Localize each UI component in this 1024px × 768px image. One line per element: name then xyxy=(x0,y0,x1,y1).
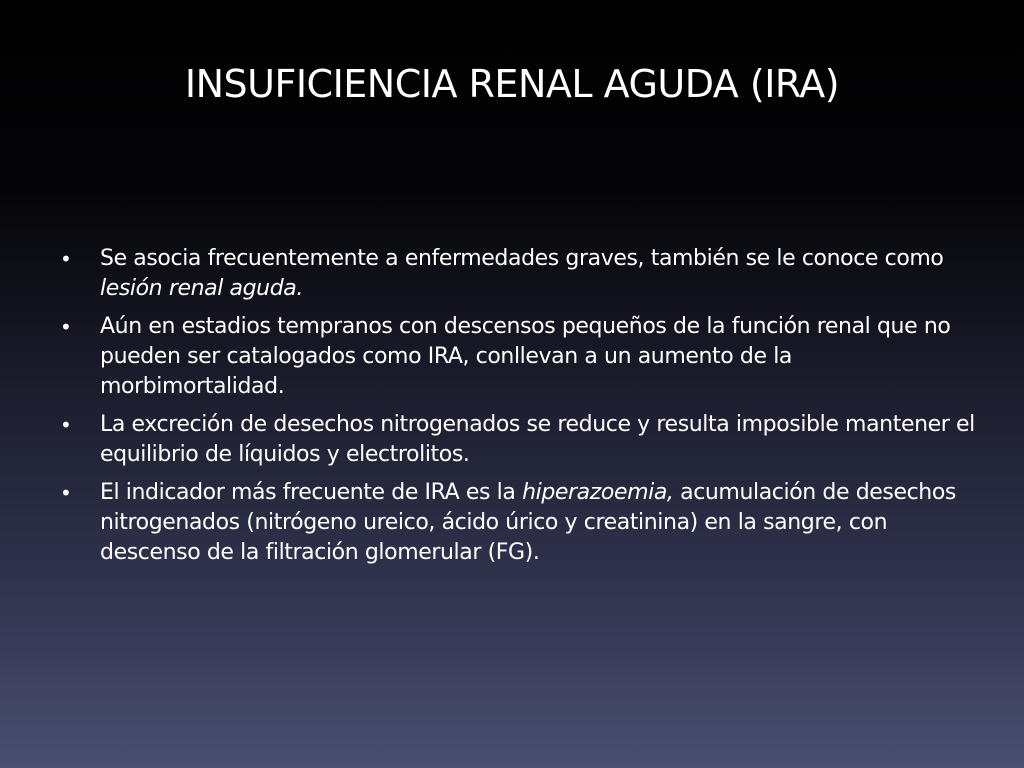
bullet-item xyxy=(58,312,978,402)
bullet-text: El indicador más frecuente de IRA es la xyxy=(100,480,523,505)
bullet-item xyxy=(58,244,978,304)
bullet-emphasis: hiperazoemia, xyxy=(522,480,674,505)
bullet-item xyxy=(58,478,978,568)
bullet-icon: • xyxy=(60,481,72,505)
bullet-emphasis: lesión renal aguda. xyxy=(100,276,303,301)
bullet-icon: • xyxy=(60,247,72,271)
bullet-text: Aún en estadios tempranos con descensos pequeños de la función renal que no pueden ser catalogados como IRA, conllevan a un aumento de la morbimortalidad. xyxy=(100,314,951,399)
bullet-icon: • xyxy=(60,413,72,437)
bullet-text: La excreción de desechos nitrogenados se reduce y resulta imposible mantener el equilibrio de líquidos y electrolitos. xyxy=(100,412,975,467)
bullet-text-after: acumulación de desechos nitrogenados (nitrógeno ureico, ácido úrico y creatinina) en la sangre, con descenso de la filtración glomerular (FG). xyxy=(100,480,956,565)
bullet-item xyxy=(58,410,978,470)
bullet-icon: • xyxy=(60,315,72,339)
slide-title: INSUFICIENCIA RENAL AGUDA (IRA) xyxy=(184,62,840,106)
bullet-list xyxy=(58,244,978,576)
bullet-text: Se asocia frecuentemente a enfermedades graves, también se le conoce como xyxy=(100,246,944,271)
